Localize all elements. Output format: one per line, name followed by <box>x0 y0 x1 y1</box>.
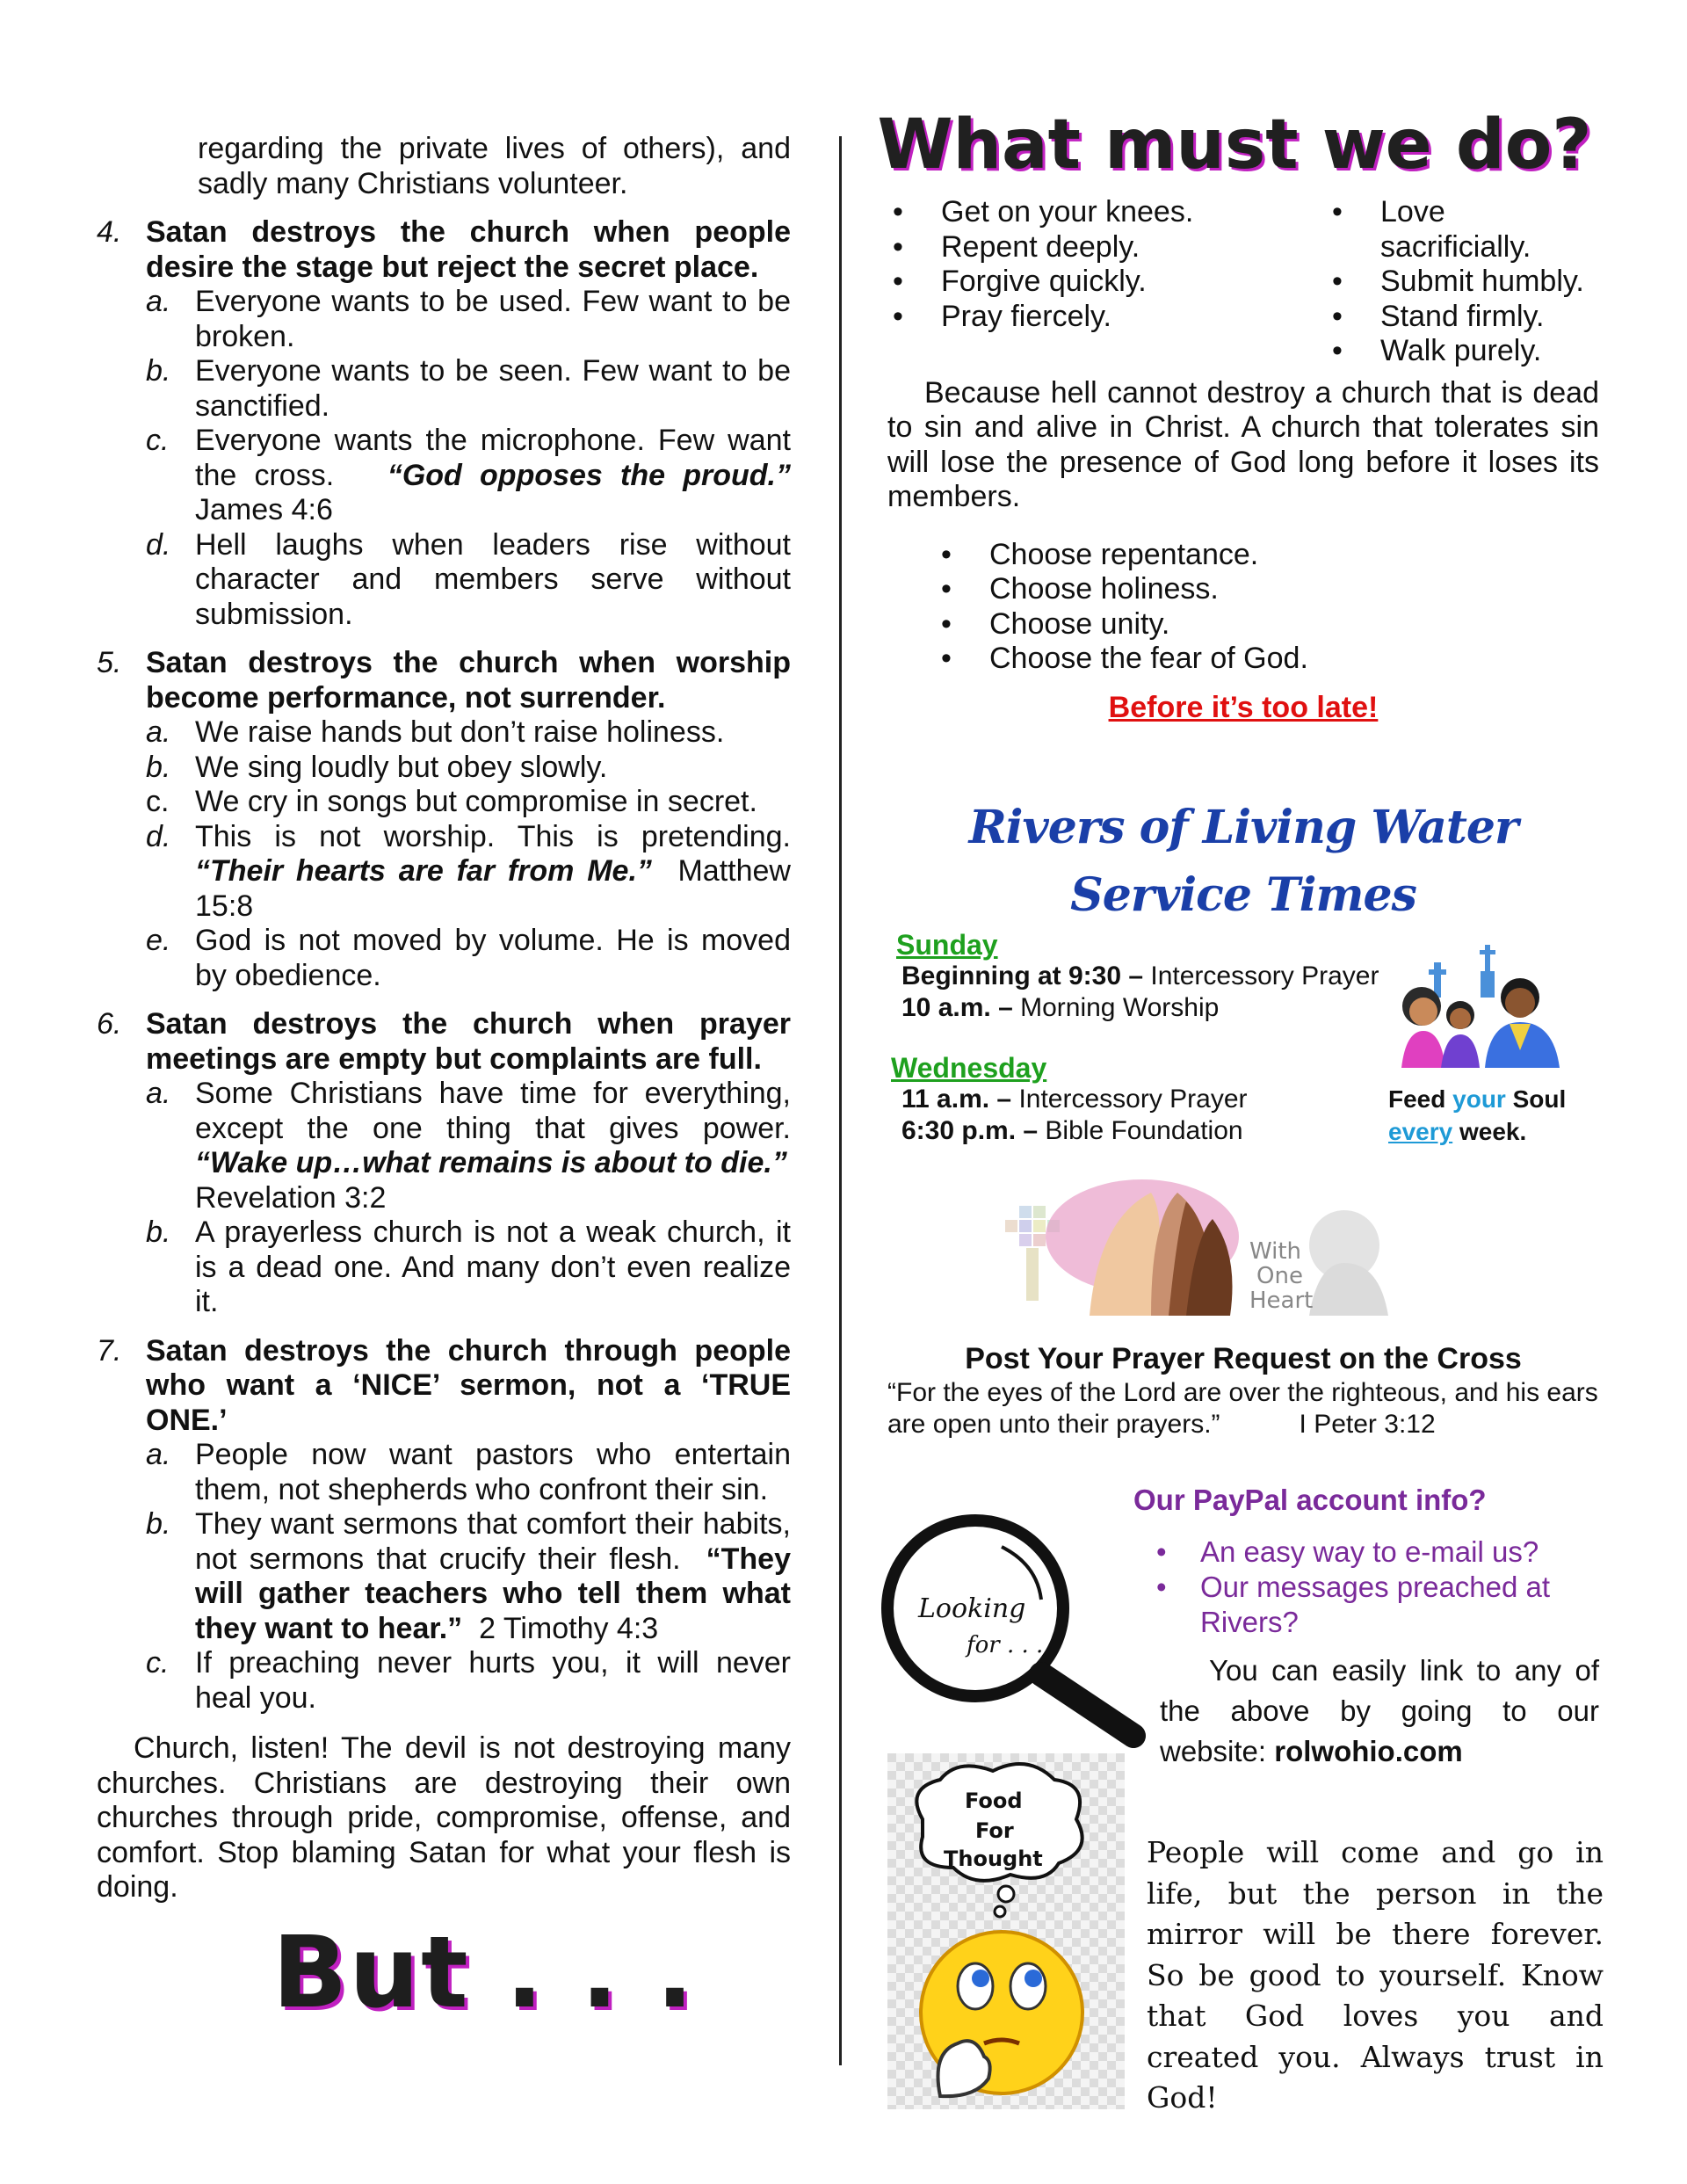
bullet-icon: • <box>1332 265 1343 298</box>
sub-text-main: Everyone wants the microphone. Few want the cross. <box>195 424 791 492</box>
list-item <box>1327 195 1599 265</box>
sub-item <box>146 751 791 786</box>
wednesday-time-1: 11 a.m. – <box>901 1085 1012 1114</box>
sunday-time-1: Beginning at 9:30 – <box>901 961 1144 990</box>
scripture-ref: 2 Timothy 4:3 <box>479 1611 659 1645</box>
scripture-quote: “Wake up…what remains is about to die.” <box>195 1146 787 1179</box>
sub-item <box>146 1438 791 1507</box>
point-6 <box>97 1007 791 1320</box>
magnifying-glass-icon <box>870 1512 1151 1749</box>
sub-text: If preaching never hurts you, it will never heal you. <box>195 1646 791 1715</box>
point-number: 4. <box>97 215 122 249</box>
sub-item <box>146 1507 791 1646</box>
sub-label: d. <box>146 819 171 853</box>
for-text: for . . . <box>967 1632 1044 1658</box>
list-item <box>1151 1570 1599 1640</box>
scripture-quote: “Their hearts are far from Me.” <box>195 854 652 888</box>
bullet-icon: • <box>893 229 903 264</box>
sub-item <box>146 424 791 528</box>
point-heading: Satan destroys the church when worship become performance, not surrender. <box>146 646 791 715</box>
feed-word-1: Feed <box>1388 1085 1453 1113</box>
post-prayer-title: Post Your Prayer Request on the Cross <box>965 1342 1522 1375</box>
sub-text <box>195 1077 791 1215</box>
bullet-icon: • <box>1156 1535 1167 1568</box>
sub-label: b. <box>146 354 171 388</box>
list-item-text: Choose unity. <box>989 606 1170 641</box>
wednesday-label: Wednesday <box>891 1052 1047 1084</box>
list-item <box>936 538 1599 573</box>
point-number: 5. <box>97 646 122 679</box>
wednesday-service-2: Bible Foundation <box>1038 1116 1243 1145</box>
point-5 <box>97 646 791 993</box>
with-one-heart-image <box>887 1166 1599 1342</box>
what-must-we-do-title: What must we do? <box>877 105 1592 185</box>
rivers-title-line2: Service Times <box>1070 868 1416 922</box>
sub-item <box>146 1646 791 1716</box>
bullet-icon: • <box>941 606 952 641</box>
list-item <box>936 572 1599 607</box>
list-item <box>936 607 1599 642</box>
sub-label: c. <box>146 1646 170 1680</box>
scripture-quote: “They will gather teachers who tell them what they want to hear.” <box>195 1542 791 1645</box>
mirror-quote: People will come and go in life, but the person in the mirror will be there forever. So be good to yourself. Know that God loves you and created you. Always trust in God! <box>1147 1835 1604 2115</box>
family-church-icon <box>1397 936 1564 1068</box>
bullet-icon: • <box>1156 1571 1167 1603</box>
feed-word-3: Soul <box>1505 1085 1567 1113</box>
list-item <box>1327 334 1599 369</box>
with-text: With <box>1249 1238 1302 1265</box>
wednesday-time-2: 6:30 p.m. – <box>901 1116 1039 1145</box>
link-text: You can easily link to any of the above by going to our website: <box>1160 1654 1599 1767</box>
website-link[interactable]: rolwohio.com <box>1274 1735 1463 1767</box>
sub-item <box>146 820 791 925</box>
list-item <box>1327 300 1599 335</box>
before-too-late <box>887 691 1599 726</box>
sub-item <box>146 924 791 993</box>
bullet-icon: • <box>1332 334 1343 367</box>
thought-text: Thought <box>944 1847 1043 1871</box>
list-item-text: Choose repentance. <box>989 537 1259 571</box>
list-item <box>1327 265 1599 300</box>
list-item <box>936 642 1599 677</box>
list-item <box>1151 1535 1599 1570</box>
service-times <box>887 929 1599 1166</box>
list-item-text: Love sacrificially. <box>1380 195 1531 264</box>
sub-text: Everyone wants to be seen. Few want to be sanctified. <box>195 354 791 423</box>
feed-your-soul <box>1388 1083 1566 1148</box>
late-mark: ! <box>1368 690 1379 724</box>
verse-text: “For the eyes of the Lord are over the righteous, and his ears are open unto their prayers.” <box>887 1377 1598 1439</box>
sub-item <box>146 354 791 424</box>
point-heading: Satan destroys the church through people who want a ‘NICE’ sermon, not a ‘TRUE ONE.’ <box>146 1333 791 1437</box>
bullet-icon: • <box>893 195 903 229</box>
wednesday-service-1: Intercessory Prayer <box>1011 1085 1248 1114</box>
sub-label: a. <box>146 1438 171 1471</box>
bullet-icon: • <box>893 265 903 298</box>
sunday-label: Sunday <box>896 929 998 961</box>
list-item-text: Get on your knees. <box>941 195 1194 229</box>
bullet-icon: • <box>1332 299 1343 333</box>
food-text: Food <box>965 1789 1023 1813</box>
sub-label: b. <box>146 750 171 784</box>
point-heading: Satan destroys the church when prayer meetings are empty but complaints are full. <box>146 1007 791 1076</box>
list-item-text: Walk purely. <box>1380 334 1542 367</box>
heart-text: Heart <box>1249 1288 1314 1314</box>
sub-item <box>146 715 791 751</box>
sub-text <box>195 820 791 925</box>
feed-word-4: every <box>1388 1118 1453 1145</box>
list-item-text: Pray fiercely. <box>941 299 1111 333</box>
sunday-service-2: Morning Worship <box>1012 993 1220 1022</box>
list-item <box>887 265 1327 300</box>
feed-word-5: week. <box>1452 1118 1527 1145</box>
sub-text-main: This is not worship. This is pretending. <box>195 819 791 853</box>
one-text: One <box>1256 1263 1303 1289</box>
list-item-text: An easy way to e-mail us? <box>1200 1535 1539 1568</box>
list-item <box>887 300 1327 335</box>
service-times-title <box>887 794 1599 929</box>
sub-text: Hell laughs when leaders rise without character and members serve without submission. <box>195 527 791 631</box>
verse-ref: I Peter 3:12 <box>1299 1409 1436 1439</box>
sub-label: d. <box>146 527 171 562</box>
verse <box>887 1377 1599 1440</box>
closing-paragraph: Church, listen! The devil is not destroying many churches. Christians are destroying their own churches through pride, compromise, offense, and comfort. Stop blaming Satan for what your flesh is doing. <box>97 1731 791 1904</box>
bullet-icon: • <box>893 299 903 333</box>
sub-label: c. <box>146 785 170 818</box>
praying-hands-icon <box>887 1166 1599 1342</box>
list-item-text: Choose the fear of God. <box>989 642 1308 675</box>
action-bullet-list <box>887 195 1599 369</box>
scripture-ref: James 4:6 <box>195 493 333 526</box>
sub-item <box>146 785 791 820</box>
sub-text: Everyone wants to be used. Few want to be broken. <box>195 285 791 353</box>
sub-label: b. <box>146 1507 171 1541</box>
sub-label: c. <box>146 424 170 457</box>
bullet-icon: • <box>1332 195 1343 229</box>
list-item-text: Our messages preached at Rivers? <box>1200 1571 1551 1638</box>
sub-text <box>195 424 791 528</box>
sub-label: a. <box>146 715 171 749</box>
list-item-text: Forgive quickly. <box>941 265 1147 298</box>
sub-text: God is not moved by volume. He is moved by obedience. <box>195 924 791 992</box>
feed-word-2: your <box>1452 1085 1506 1113</box>
point-7 <box>97 1334 791 1716</box>
sub-item <box>146 1077 791 1215</box>
list-item-text: Stand firmly. <box>1380 299 1545 333</box>
scripture-quote: “God opposes the proud.” <box>387 458 792 492</box>
point-number: 6. <box>97 1007 122 1041</box>
sub-label: e. <box>146 924 171 957</box>
rivers-title-line1: Rivers of Living Water <box>968 801 1518 854</box>
scripture-ref: Revelation 3:2 <box>195 1180 387 1215</box>
sub-label: a. <box>146 285 171 318</box>
but-heading: But . . . <box>272 1916 696 2030</box>
scripture-ref: Matthew 15:8 <box>195 854 791 923</box>
list-item-text: Choose holiness. <box>989 572 1219 606</box>
sub-label: a. <box>146 1077 171 1110</box>
sub-text-main: They want sermons that comfort their habits, not sermons that crucify their flesh. <box>195 1507 791 1576</box>
looking-text: Looking <box>918 1593 1026 1624</box>
late-text: Before it’s too late <box>1108 690 1368 724</box>
because-paragraph: Because hell cannot destroy a church that is dead to sin and alive in Christ. A church that tolerates sin will lose the presence of God long before it loses its members. <box>887 375 1599 513</box>
list-item <box>887 230 1327 265</box>
list-item-text: Submit humbly. <box>1380 265 1584 298</box>
sub-item <box>146 528 791 633</box>
point-number: 7. <box>97 1333 122 1368</box>
list-item-text: Repent deeply. <box>941 229 1140 264</box>
column-divider <box>839 136 842 2065</box>
bullet-icon: • <box>941 572 952 606</box>
sub-text: We cry in songs but compromise in secret. <box>195 785 757 818</box>
paypal-title: Our PayPal account info? <box>1133 1483 1487 1516</box>
sub-label: b. <box>146 1215 171 1249</box>
sub-text: We raise hands but don’t raise holiness. <box>195 715 725 749</box>
point-heading: Satan destroys the church when people desire the stage but reject the secret place. <box>146 215 791 284</box>
sub-text: A prayerless church is not a weak church, it is a dead one. And many don’t even realize it. <box>195 1215 791 1318</box>
bullet-icon: • <box>941 642 952 675</box>
list-item <box>887 195 1327 230</box>
food-for-thought-icon <box>887 1753 1125 2109</box>
sub-text: People now want pastors who entertain them, not shepherds who confront their sin. <box>195 1438 791 1506</box>
point-4 <box>97 215 791 632</box>
sunday-time-2: 10 a.m. – <box>901 993 1013 1022</box>
bullet-icon: • <box>941 537 952 571</box>
sunday-service-1: Intercessory Prayer <box>1143 961 1379 990</box>
sub-text: We sing loudly but obey slowly. <box>195 750 608 784</box>
sub-item <box>146 1215 791 1320</box>
for-thought-text: For <box>975 1818 1014 1843</box>
choose-list <box>887 538 1599 677</box>
sub-item <box>146 285 791 354</box>
sub-text <box>195 1507 791 1646</box>
continued-text: regarding the private lives of others), and sadly many Christians volunteer. <box>198 132 791 200</box>
sub-text-main: Some Christians have time for everything, except the one thing that gives power. <box>195 1077 791 1145</box>
left-column <box>97 132 791 1905</box>
